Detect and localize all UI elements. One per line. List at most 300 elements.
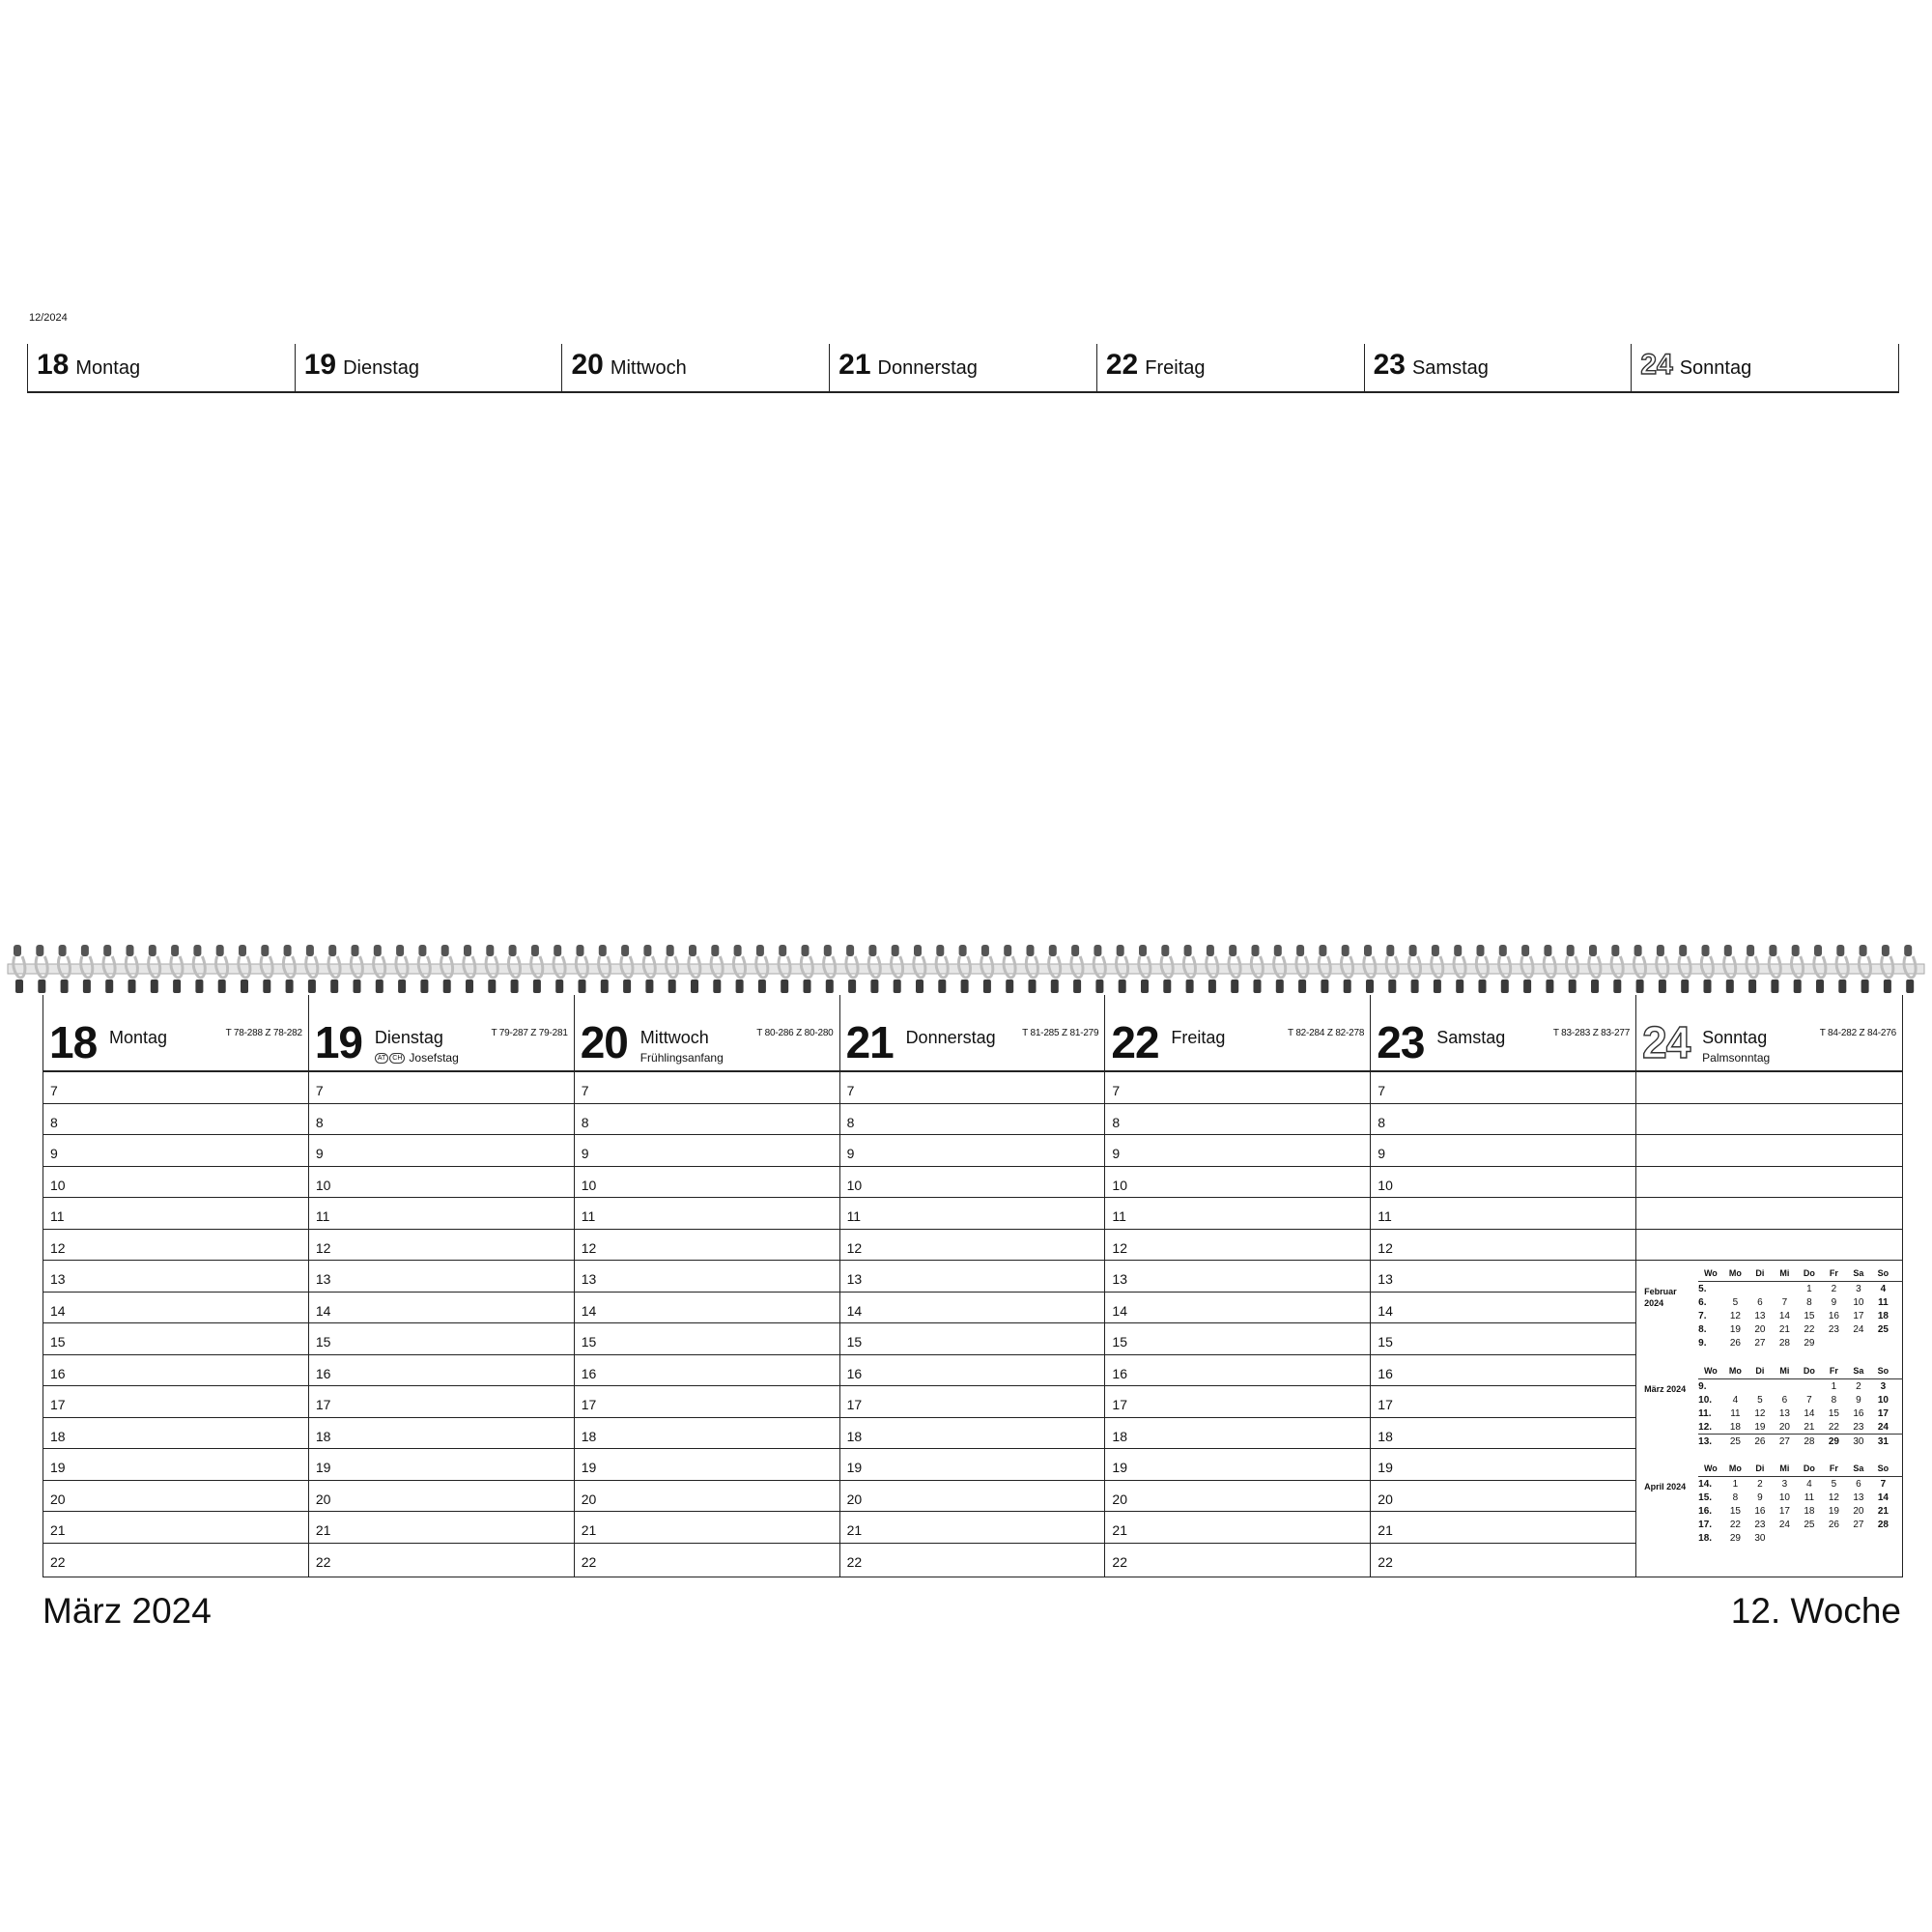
hour-row[interactable]: 14 — [1371, 1293, 1635, 1324]
hour-row[interactable]: 10 — [1105, 1167, 1370, 1199]
mini-header-cell: So — [1877, 1463, 1889, 1473]
mini-day-cell: 4 — [1806, 1478, 1812, 1490]
hour-row[interactable]: 22 — [846, 1553, 863, 1570]
day-number: 24 — [1642, 1017, 1690, 1067]
mini-header-cell: Fr — [1829, 1366, 1838, 1376]
mini-day-cell: 12 — [1729, 1310, 1741, 1321]
hour-row[interactable]: 12 — [575, 1230, 839, 1262]
mini-day-cell: 3 — [1880, 1380, 1887, 1392]
top-day-cell — [561, 344, 829, 391]
mini-header-cell: Di — [1755, 1268, 1765, 1278]
mini-day-cell: 13 — [1754, 1310, 1766, 1321]
hour-row[interactable]: 14 — [43, 1293, 308, 1324]
mini-week-row — [1698, 1379, 1903, 1393]
hour-row[interactable]: 21 — [575, 1512, 839, 1544]
hour-row[interactable]: 15 — [840, 1323, 1105, 1355]
mini-week-row — [1698, 1435, 1903, 1448]
hour-row[interactable]: 11 — [43, 1198, 308, 1230]
region-badge: AT — [375, 1053, 388, 1064]
mini-week-row — [1698, 1504, 1903, 1518]
mini-header-cell: Mi — [1779, 1268, 1790, 1278]
day-name: Sonntag — [1702, 1028, 1768, 1047]
mini-header-cell: Mo — [1728, 1463, 1742, 1473]
day-header — [43, 995, 308, 1072]
mini-day-cell: 15. — [1698, 1492, 1713, 1503]
hour-row[interactable]: 13 — [1371, 1261, 1635, 1293]
hour-row[interactable]: 17 — [1105, 1386, 1370, 1418]
mini-day-cell: 21 — [1778, 1323, 1790, 1335]
mini-day-cell: 23 — [1828, 1323, 1839, 1335]
hour-row[interactable]: 20 — [840, 1481, 1105, 1513]
mini-day-cell: 12. — [1698, 1421, 1713, 1433]
hour-row[interactable]: 15 — [43, 1323, 308, 1355]
weekly-planner — [43, 995, 1903, 1577]
day-codes: T 83-283 Z 83-277 — [1552, 1028, 1631, 1038]
mini-day-cell: 10. — [1698, 1394, 1713, 1406]
mini-day-cell: 1 — [1806, 1283, 1812, 1294]
top-day-strip — [27, 344, 1899, 393]
hour-row[interactable]: 20 — [43, 1481, 308, 1513]
top-week-label: 12/2024 — [29, 312, 68, 324]
mini-day-cell: 29 — [1729, 1532, 1741, 1544]
mini-day-cell: 1 — [1732, 1478, 1739, 1490]
holiday-label: Frühlingsanfang — [639, 1051, 724, 1065]
mini-day-cell: 25 — [1877, 1323, 1889, 1335]
hour-row[interactable]: 11 — [1105, 1198, 1370, 1230]
mini-week-row — [1698, 1336, 1903, 1350]
hour-row[interactable]: 10 — [309, 1167, 574, 1199]
day-number: 23 — [1377, 1017, 1425, 1067]
hour-row[interactable]: 12 — [1105, 1230, 1370, 1262]
mini-day-cell: 30 — [1853, 1435, 1864, 1447]
day-name: Samstag — [1436, 1028, 1506, 1047]
mini-header-cell: So — [1877, 1268, 1889, 1278]
day-codes: T 84-282 Z 84-276 — [1819, 1028, 1896, 1038]
hour-row[interactable]: 20 — [575, 1481, 839, 1513]
hour-row[interactable]: 8 — [1105, 1104, 1370, 1136]
mini-day-cell: 28 — [1877, 1519, 1889, 1530]
mini-day-cell: 8 — [1831, 1394, 1837, 1406]
mini-week-row — [1698, 1406, 1903, 1420]
top-day-cell — [1096, 344, 1364, 391]
hour-row[interactable]: 18 — [575, 1418, 839, 1450]
mini-day-cell: 9 — [1831, 1296, 1837, 1308]
hour-row[interactable]: 8 — [309, 1104, 574, 1136]
mini-day-cell: 24 — [1853, 1323, 1864, 1335]
mini-week-row — [1698, 1491, 1903, 1504]
hour-row[interactable]: 9 — [1105, 1135, 1370, 1167]
mini-day-cell: 1 — [1831, 1380, 1837, 1392]
hour-row[interactable]: 21 — [840, 1512, 1105, 1544]
mini-day-cell: 15 — [1804, 1310, 1815, 1321]
mini-header-cell: Do — [1803, 1366, 1815, 1376]
hour-row[interactable]: 17 — [1371, 1386, 1635, 1418]
day-column — [1636, 995, 1902, 1577]
hour-row[interactable]: 20 — [1105, 1481, 1370, 1513]
hour-row[interactable]: 7 — [43, 1072, 308, 1104]
mini-day-cell: 20 — [1778, 1421, 1790, 1433]
hour-row[interactable]: 21 — [43, 1512, 308, 1544]
mini-header-cell: Fr — [1829, 1463, 1838, 1473]
mini-week-row — [1698, 1477, 1903, 1491]
day-header — [1636, 995, 1902, 1072]
mini-day-cell: 26 — [1754, 1435, 1766, 1447]
hour-row[interactable]: 11 — [309, 1198, 574, 1230]
mini-day-cell: 23 — [1754, 1519, 1766, 1530]
hour-row[interactable]: 13 — [840, 1261, 1105, 1293]
mini-day-cell: 30 — [1754, 1532, 1766, 1544]
day-codes: T 79-287 Z 79-281 — [491, 1028, 568, 1038]
hour-row[interactable]: 18 — [840, 1418, 1105, 1450]
hour-row[interactable]: 17 — [840, 1386, 1105, 1418]
region-badge: CH — [389, 1053, 405, 1064]
hour-row[interactable]: 16 — [43, 1355, 308, 1387]
sunday-note-row[interactable] — [1636, 1167, 1902, 1199]
day-header — [1371, 995, 1635, 1072]
mini-header-cell: Do — [1803, 1268, 1815, 1278]
mini-week-row — [1698, 1322, 1903, 1336]
mini-day-cell: 25 — [1804, 1519, 1815, 1530]
sunday-note-row[interactable] — [1636, 1072, 1902, 1104]
mini-day-cell: 18 — [1877, 1310, 1889, 1321]
top-day-name: Mittwoch — [610, 357, 687, 379]
mini-day-cell: 5 — [1831, 1478, 1837, 1490]
hour-row[interactable]: 21 — [309, 1512, 574, 1544]
hour-row[interactable]: 9 — [575, 1135, 839, 1167]
mini-day-cell: 6 — [1757, 1296, 1763, 1308]
mini-header-cell: Wo — [1703, 1463, 1718, 1473]
top-day-name: Sonntag — [1679, 357, 1752, 379]
mini-day-cell: 9. — [1698, 1337, 1707, 1349]
hour-row[interactable]: 20 — [1371, 1481, 1635, 1513]
sunday-note-row[interactable] — [1636, 1544, 1902, 1576]
mini-day-cell: 2 — [1831, 1283, 1837, 1294]
mini-day-cell: 19 — [1729, 1323, 1741, 1335]
mini-day-cell: 22 — [1828, 1421, 1839, 1433]
hour-row[interactable]: 10 — [575, 1167, 839, 1199]
day-name: Dienstag — [374, 1028, 443, 1047]
holiday-label: Josefstag — [409, 1051, 459, 1065]
day-name: Freitag — [1171, 1028, 1226, 1047]
day-column — [575, 995, 840, 1577]
mini-week-row — [1698, 1282, 1903, 1295]
mini-day-cell: 14 — [1877, 1492, 1889, 1503]
mini-header-cell: Wo — [1703, 1366, 1718, 1376]
hour-row[interactable]: 19 — [1105, 1449, 1370, 1481]
mini-day-cell: 8. — [1698, 1323, 1707, 1335]
mini-day-cell: 14 — [1778, 1310, 1790, 1321]
hour-row[interactable]: 9 — [43, 1135, 308, 1167]
mini-header-row — [1698, 1463, 1903, 1477]
hour-row[interactable]: 20 — [309, 1481, 574, 1513]
day-name: Mittwoch — [639, 1028, 709, 1047]
mini-day-cell: 19 — [1828, 1505, 1839, 1517]
hour-row[interactable]: 17 — [575, 1386, 839, 1418]
mini-header-cell: So — [1877, 1366, 1889, 1376]
hour-row[interactable]: 17 — [309, 1386, 574, 1418]
mini-day-cell: 26 — [1729, 1337, 1741, 1349]
mini-header-cell: Mi — [1779, 1366, 1790, 1376]
mini-day-cell: 17 — [1877, 1407, 1889, 1419]
hour-row[interactable]: 22 — [581, 1553, 597, 1570]
hour-row[interactable]: 11 — [840, 1198, 1105, 1230]
hour-row[interactable]: 13 — [43, 1261, 308, 1293]
mini-day-cell: 17 — [1778, 1505, 1790, 1517]
mini-day-cell: 14 — [1804, 1407, 1815, 1419]
mini-day-cell: 15 — [1828, 1407, 1839, 1419]
hour-row[interactable]: 14 — [309, 1293, 574, 1324]
hour-row[interactable]: 9 — [1371, 1135, 1635, 1167]
hour-row[interactable]: 12 — [1371, 1230, 1635, 1262]
hour-row[interactable]: 18 — [43, 1418, 308, 1450]
hour-row[interactable]: 22 — [315, 1553, 331, 1570]
day-column — [840, 995, 1106, 1577]
mini-header-cell: Wo — [1703, 1268, 1718, 1278]
hour-row[interactable]: 16 — [1105, 1355, 1370, 1387]
day-column — [309, 995, 575, 1577]
hour-row[interactable]: 22 — [1378, 1553, 1393, 1570]
mini-day-cell: 11. — [1698, 1407, 1712, 1419]
day-column — [1371, 995, 1636, 1577]
hour-row[interactable]: 16 — [575, 1355, 839, 1387]
sunday-note-row[interactable] — [1636, 1230, 1902, 1262]
mini-day-cell: 10 — [1778, 1492, 1790, 1503]
mini-day-cell: 29 — [1804, 1337, 1815, 1349]
hour-row[interactable]: 10 — [840, 1167, 1105, 1199]
mini-header-cell: Sa — [1853, 1463, 1864, 1473]
mini-header-cell: Mo — [1728, 1268, 1742, 1278]
mini-week-row — [1698, 1531, 1903, 1545]
mini-day-cell: 17 — [1853, 1310, 1864, 1321]
top-day-number: 18 — [37, 349, 70, 381]
mini-day-cell: 14. — [1698, 1478, 1713, 1490]
hour-row[interactable]: 22 — [1112, 1553, 1127, 1570]
mini-day-cell: 13. — [1698, 1435, 1713, 1447]
mini-day-cell: 7. — [1698, 1310, 1707, 1321]
hour-row[interactable]: 12 — [43, 1230, 308, 1262]
day-codes: T 81-285 Z 81-279 — [1022, 1028, 1099, 1038]
mini-day-cell: 16 — [1754, 1505, 1766, 1517]
mini-day-cell: 8 — [1732, 1492, 1739, 1503]
mini-day-cell: 9. — [1698, 1380, 1707, 1392]
hour-row[interactable]: 17 — [43, 1386, 308, 1418]
mini-day-cell: 17. — [1698, 1519, 1713, 1530]
mini-header-cell: Di — [1755, 1463, 1765, 1473]
hour-row[interactable]: 13 — [575, 1261, 839, 1293]
mini-day-cell: 28 — [1778, 1337, 1790, 1349]
mini-day-cell: 6 — [1856, 1478, 1861, 1490]
day-name: Montag — [109, 1028, 168, 1047]
hour-row[interactable]: 19 — [840, 1449, 1105, 1481]
mini-day-cell: 29 — [1828, 1435, 1839, 1447]
hour-row[interactable]: 12 — [309, 1230, 574, 1262]
mini-day-cell: 27 — [1778, 1435, 1790, 1447]
mini-week-row — [1698, 1420, 1903, 1435]
mini-day-cell: 5 — [1757, 1394, 1763, 1406]
mini-day-cell: 18. — [1698, 1532, 1713, 1544]
mini-day-cell: 16 — [1853, 1407, 1864, 1419]
mini-day-cell: 2 — [1856, 1380, 1861, 1392]
hour-row[interactable]: 13 — [309, 1261, 574, 1293]
mini-day-cell: 21 — [1804, 1421, 1815, 1433]
mini-header-cell: Fr — [1829, 1268, 1838, 1278]
hour-row[interactable]: 14 — [575, 1293, 839, 1324]
mini-day-cell: 2 — [1757, 1478, 1763, 1490]
day-header — [309, 995, 574, 1072]
mini-day-cell: 6 — [1781, 1394, 1788, 1406]
mini-day-cell: 16. — [1698, 1505, 1713, 1517]
mini-header-cell: Do — [1803, 1463, 1815, 1473]
day-holiday — [640, 1051, 724, 1065]
mini-day-cell: 24 — [1778, 1519, 1790, 1530]
top-day-cell — [829, 344, 1096, 391]
sunday-note-row[interactable] — [1636, 1198, 1902, 1230]
mini-day-cell: 7 — [1880, 1478, 1887, 1490]
mini-day-cell: 15 — [1729, 1505, 1741, 1517]
mini-day-cell: 12 — [1828, 1492, 1839, 1503]
day-column — [1105, 995, 1371, 1577]
top-day-number: 19 — [303, 349, 337, 381]
hour-row[interactable]: 11 — [1371, 1198, 1635, 1230]
mini-day-cell: 4 — [1880, 1283, 1887, 1294]
hour-row[interactable]: 19 — [309, 1449, 574, 1481]
mini-day-cell: 10 — [1877, 1394, 1889, 1406]
mini-week-row — [1698, 1295, 1903, 1309]
day-number: 18 — [49, 1017, 98, 1067]
hour-row[interactable]: 19 — [575, 1449, 839, 1481]
day-number: 22 — [1111, 1017, 1159, 1067]
mini-day-cell: 24 — [1877, 1421, 1889, 1433]
mini-day-cell: 12 — [1754, 1407, 1766, 1419]
hour-row[interactable]: 15 — [309, 1323, 574, 1355]
hour-row[interactable]: 14 — [840, 1293, 1105, 1324]
top-day-name: Montag — [75, 357, 141, 379]
mini-day-cell: 28 — [1804, 1435, 1815, 1447]
mini-day-cell: 16 — [1828, 1310, 1839, 1321]
mini-day-cell: 5. — [1698, 1283, 1707, 1294]
mini-month-label: Februar 2024 — [1644, 1287, 1677, 1308]
hour-row[interactable]: 16 — [1371, 1355, 1635, 1387]
mini-day-cell: 6. — [1698, 1296, 1707, 1308]
mini-day-cell: 10 — [1853, 1296, 1864, 1308]
day-header — [840, 995, 1105, 1072]
hour-row[interactable]: 19 — [1371, 1449, 1635, 1481]
mini-day-cell: 3 — [1856, 1283, 1861, 1294]
day-header — [1105, 995, 1370, 1072]
hour-row[interactable]: 8 — [1371, 1104, 1635, 1136]
hour-row[interactable]: 8 — [43, 1104, 308, 1136]
mini-day-cell: 25 — [1729, 1435, 1741, 1447]
mini-day-cell: 22 — [1729, 1519, 1741, 1530]
mini-header-cell: Sa — [1853, 1366, 1864, 1376]
hour-row[interactable]: 18 — [1371, 1418, 1635, 1450]
mini-day-cell: 11 — [1878, 1296, 1889, 1308]
sunday-note-row[interactable] — [1636, 1104, 1902, 1136]
mini-day-cell: 26 — [1828, 1519, 1839, 1530]
mini-header-cell: Di — [1755, 1366, 1765, 1376]
sunday-note-row[interactable] — [1636, 1135, 1902, 1167]
top-day-number: 23 — [1373, 349, 1406, 381]
top-day-cell — [1631, 344, 1899, 391]
hour-row[interactable]: 15 — [1105, 1323, 1370, 1355]
hour-row[interactable]: 7 — [1371, 1072, 1635, 1104]
hour-row[interactable]: 14 — [1105, 1293, 1370, 1324]
mini-day-cell: 18 — [1729, 1421, 1741, 1433]
mini-day-cell: 21 — [1877, 1505, 1889, 1517]
day-codes: T 78-288 Z 78-282 — [225, 1028, 302, 1038]
top-day-name: Donnerstag — [877, 357, 978, 379]
mini-day-cell: 9 — [1757, 1492, 1763, 1503]
day-number: 19 — [314, 1017, 363, 1067]
day-column — [43, 995, 309, 1577]
day-codes: T 82-284 Z 82-278 — [1288, 1028, 1365, 1038]
hour-row[interactable]: 9 — [840, 1135, 1105, 1167]
mini-month-label: März 2024 — [1644, 1384, 1687, 1394]
top-day-cell — [27, 344, 295, 391]
hour-row[interactable]: 15 — [575, 1323, 839, 1355]
mini-day-cell: 27 — [1754, 1337, 1766, 1349]
top-day-cell — [295, 344, 562, 391]
hour-row[interactable]: 12 — [840, 1230, 1105, 1262]
mini-day-cell: 20 — [1754, 1323, 1766, 1335]
hour-row[interactable]: 7 — [309, 1072, 574, 1104]
mini-day-cell: 8 — [1806, 1296, 1812, 1308]
hour-row[interactable]: 8 — [840, 1104, 1105, 1136]
hour-row[interactable]: 7 — [840, 1072, 1105, 1104]
mini-day-cell: 9 — [1856, 1394, 1861, 1406]
mini-day-cell: 27 — [1853, 1519, 1864, 1530]
hour-row[interactable]: 7 — [575, 1072, 839, 1104]
mini-header-cell: Mi — [1779, 1463, 1790, 1473]
mini-day-cell: 18 — [1804, 1505, 1815, 1517]
mini-day-cell: 5 — [1732, 1296, 1739, 1308]
mini-day-cell: 13 — [1778, 1407, 1790, 1419]
hour-row[interactable]: 21 — [1105, 1512, 1370, 1544]
hour-row[interactable]: 11 — [575, 1198, 839, 1230]
hour-row[interactable]: 13 — [1105, 1261, 1370, 1293]
mini-month-label: April 2024 — [1644, 1482, 1687, 1492]
footer-week-label: 12. Woche — [1730, 1591, 1901, 1631]
hour-row[interactable]: 18 — [309, 1418, 574, 1450]
hour-row[interactable]: 18 — [1105, 1418, 1370, 1450]
hour-row[interactable]: 19 — [43, 1449, 308, 1481]
hour-row[interactable]: 8 — [575, 1104, 839, 1136]
mini-week-row — [1698, 1518, 1903, 1531]
hour-row[interactable]: 10 — [43, 1167, 308, 1199]
holiday-label: Palmsonntag — [1702, 1051, 1771, 1065]
hour-row[interactable]: 16 — [309, 1355, 574, 1387]
day-number: 20 — [580, 1017, 628, 1067]
hour-row[interactable]: 16 — [840, 1355, 1105, 1387]
mini-header-cell: Mo — [1728, 1366, 1742, 1376]
mini-week-row — [1698, 1309, 1903, 1322]
mini-day-cell: 19 — [1754, 1421, 1766, 1433]
mini-header-row — [1698, 1268, 1903, 1282]
hour-row[interactable]: 9 — [309, 1135, 574, 1167]
top-day-cell — [1364, 344, 1632, 391]
hour-row[interactable]: 15 — [1371, 1323, 1635, 1355]
hour-row[interactable]: 7 — [1105, 1072, 1370, 1104]
mini-day-cell: 11 — [1804, 1492, 1815, 1503]
hour-row[interactable]: 22 — [50, 1553, 66, 1570]
mini-header-cell: Sa — [1853, 1268, 1864, 1278]
top-day-number: 22 — [1105, 349, 1139, 381]
top-day-name: Freitag — [1145, 357, 1206, 379]
mini-day-cell: 3 — [1781, 1478, 1788, 1490]
day-codes: T 80-286 Z 80-280 — [756, 1028, 834, 1038]
hour-row[interactable]: 10 — [1371, 1167, 1635, 1199]
hour-row[interactable]: 21 — [1371, 1512, 1635, 1544]
